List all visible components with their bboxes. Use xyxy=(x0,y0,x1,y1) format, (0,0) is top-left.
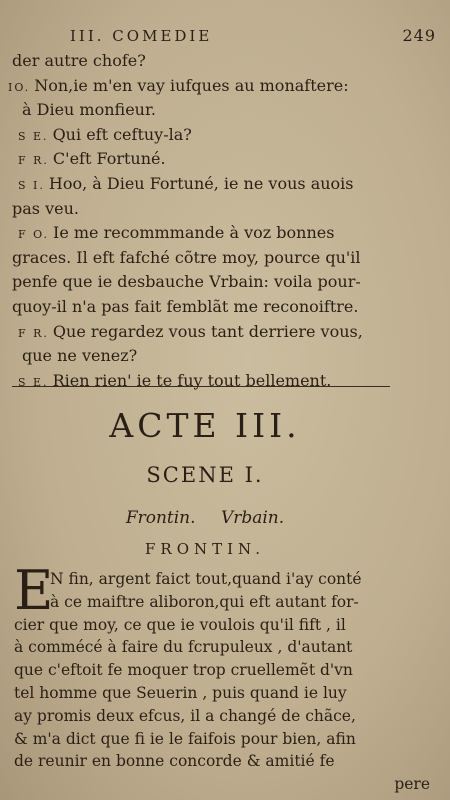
speech-line: N fin, argent faict tout,quand i'ay conté xyxy=(50,570,362,588)
speech-line: cier que moy, ce que ie voulois qu'il fift , il xyxy=(14,615,346,634)
dialogue-text: Rien rien' ie te fuy tout bellement. xyxy=(52,370,332,390)
dialogue-line xyxy=(8,271,436,296)
dialogue-line xyxy=(8,99,436,124)
dialogue-line xyxy=(8,247,436,272)
dialogue-line xyxy=(8,75,436,100)
speaker-abbrev: S E. xyxy=(18,375,49,389)
dialogue-text: quoy-il n'a pas fait femblãt me reconoiftre. xyxy=(12,296,359,316)
dialogue-line xyxy=(8,173,436,198)
character-name: Frontin. xyxy=(125,508,196,528)
running-head xyxy=(70,26,436,45)
speaker-abbrev: F R. xyxy=(18,326,49,340)
dialogue-text: Que regardez vous tant derriere vous, xyxy=(52,321,363,341)
dialogue-line xyxy=(8,198,436,223)
dialogue-text: pas veu. xyxy=(12,198,79,218)
dialogue-text: Non,ie m'en vay iufques au monaftere: xyxy=(34,75,349,95)
speaker-abbrev: F R. xyxy=(18,154,49,168)
scene-characters xyxy=(0,508,410,528)
dialogue-line xyxy=(8,148,436,173)
speech-line: à ce maiftre aliboron,qui eft autant for- xyxy=(50,592,359,611)
dialogue-text: que ne venez? xyxy=(22,346,138,366)
dialogue-block xyxy=(8,50,436,394)
speech-line: tel homme que Seuerin , puis quand ie luy xyxy=(14,683,347,702)
speech-line: de reunir en bonne concorde & amitié fe xyxy=(14,752,335,771)
speech-block xyxy=(14,559,432,796)
catchword: pere xyxy=(394,775,430,794)
dialogue-text: à Dieu monfieur. xyxy=(22,100,156,120)
speaker-abbrev: S E. xyxy=(18,129,49,143)
dialogue-line xyxy=(8,50,436,75)
dialogue-line xyxy=(8,222,436,247)
character-name: Vrbain. xyxy=(220,508,285,528)
dialogue-line xyxy=(8,370,436,395)
speaker-abbrev: S I. xyxy=(18,178,45,192)
speech-line: à commécé à faire du fcrupuleux , d'autant xyxy=(14,638,353,657)
dialogue-line xyxy=(8,321,436,346)
dialogue-line xyxy=(8,296,436,321)
drop-cap: E xyxy=(14,559,54,622)
dialogue-text: Hoo, à Dieu Fortuné, ie ne vous auois xyxy=(48,173,354,193)
speaker-abbrev: F O. xyxy=(18,228,49,242)
dialogue-text: der autre chofe? xyxy=(12,51,146,70)
dialogue-text: graces. Il eft fafché cõtre moy, pource qu'il xyxy=(12,247,361,267)
page-number: 249 xyxy=(402,26,436,45)
dialogue-text: C'eft Fortuné. xyxy=(52,149,166,169)
dialogue-text: Qui eft ceftuy-la? xyxy=(52,124,192,144)
dialogue-line xyxy=(8,124,436,149)
scene-heading: SCENE I. xyxy=(146,463,264,487)
speech-line: que c'eftoit fe moquer trop cruellemẽt d'vn xyxy=(14,661,353,680)
dialogue-text: Ie me recommmande à voz bonnes xyxy=(53,223,335,243)
dialogue-text: penfe que ie desbauche Vrbain: voila pour- xyxy=(12,272,361,292)
section-divider xyxy=(12,386,390,387)
act-heading: ACTE III. xyxy=(109,406,301,445)
running-title: III. COMEDIE xyxy=(70,27,213,45)
speaker-abbrev: IO. xyxy=(8,80,31,94)
speech-speaker: FRONTIN. xyxy=(145,540,265,558)
speech-line: & m'a dict que fi ie le faifois pour bien, afin xyxy=(14,729,356,748)
dialogue-line xyxy=(8,345,436,370)
speech-line: ay promis deux efcus, il a changé de chãce, xyxy=(14,706,356,725)
